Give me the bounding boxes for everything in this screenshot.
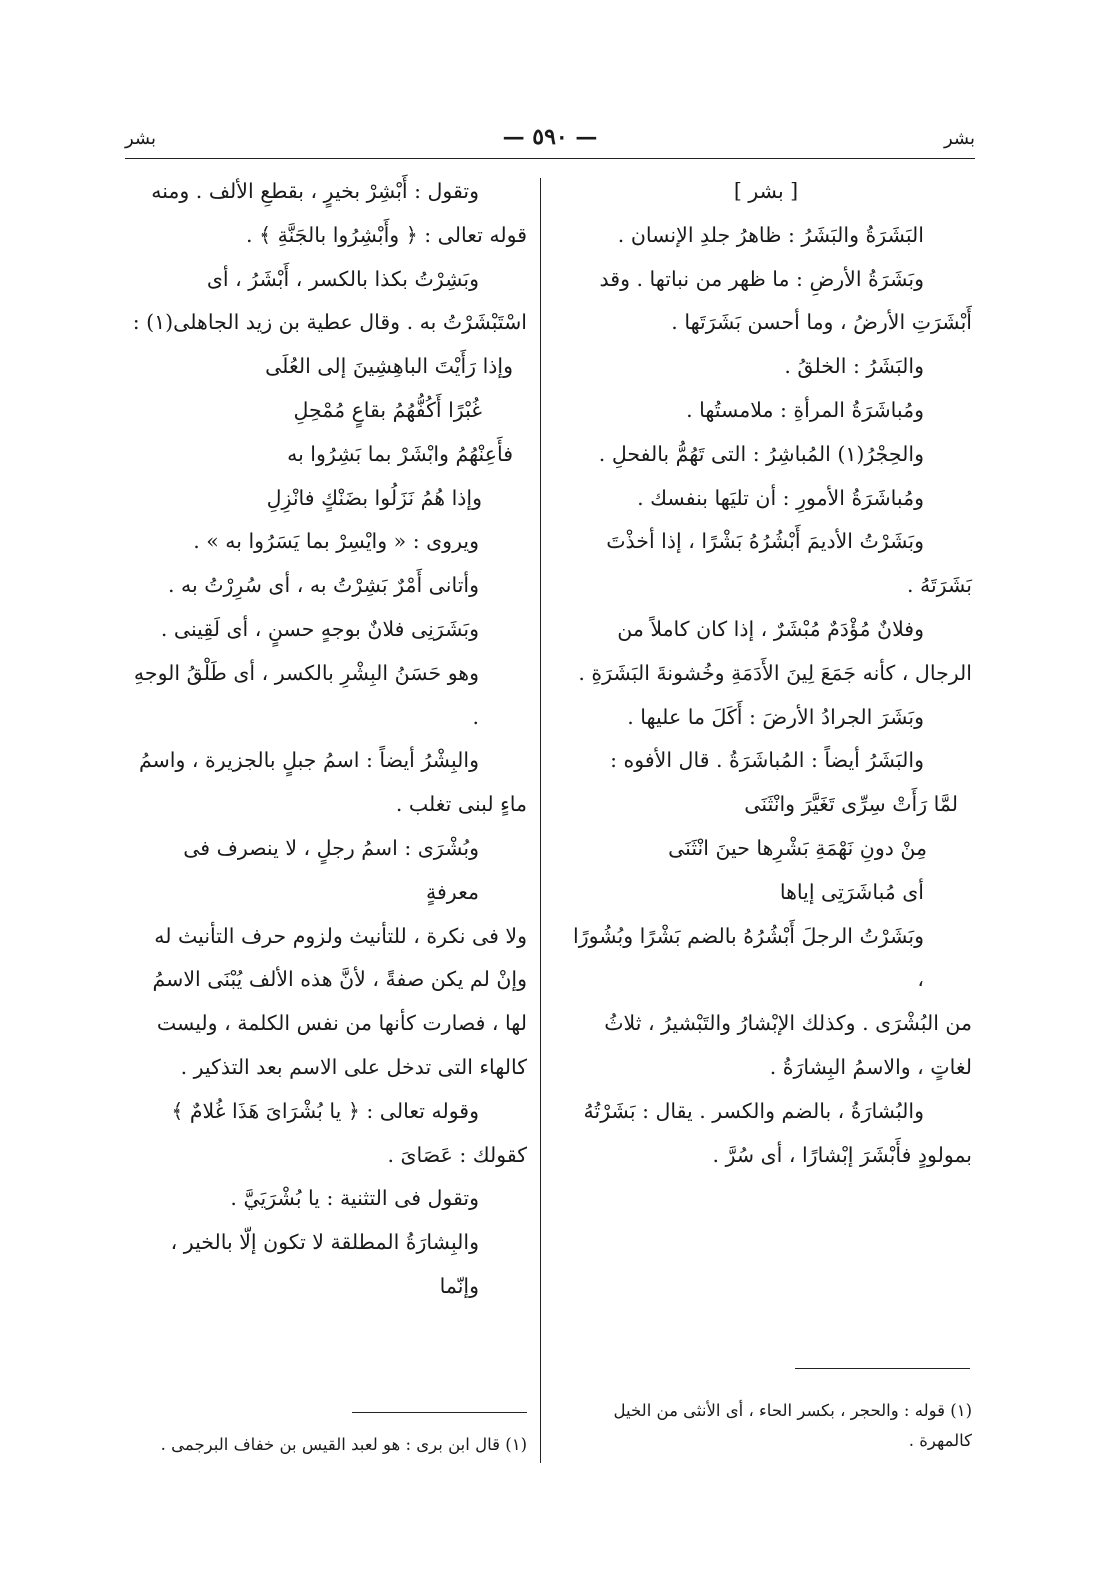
text-line: البَشَرَةُ والبَشَرُ : ظاهرُ جلدِ الإنسان . — [617, 222, 924, 247]
text-line: لغاتٍ ، والاسمُ البِشارَةُ . — [769, 1054, 972, 1079]
text-line: وهو حَسَنُ البِشْرِ بالكسر ، أى طَلْقُ الوجهِ . — [133, 660, 479, 729]
text-line: والبِشارَةُ المطلقة لا تكون إلّا بالخير ، وإنّما — [170, 1230, 479, 1298]
text-line: وبَشَرَةُ الأرضِ : ما ظهر من نباتها . وقد — [599, 266, 924, 291]
text-line: أَبْشَرَتِ الأرضُ ، وما أحسن بَشَرَتَها . — [671, 310, 972, 335]
poem-line: فأَعِنْهُمُ وابْشَرْ بما بَشِرُوا به — [287, 441, 513, 466]
text-line: وقوله تعالى : ﴿ يا بُشْرَاىَ هَذَا غُلامٌ ﴾ — [171, 1098, 479, 1123]
text-line: وتقول فى التثنية : يا بُشْرَيَيَّ . — [230, 1186, 479, 1211]
footnote-rule-right — [795, 1368, 970, 1369]
text-line: كالهاء التى تدخل على الاسم بعد التذكير . — [180, 1054, 527, 1079]
text-line: ومُباشَرَةُ الأمورِ : أن تليَها بنفسك . — [637, 485, 924, 510]
text-line: بمولودٍ فأَبْشَرَ إبْشارًا ، أى سُرَّ . — [712, 1142, 972, 1167]
page-number: — ٥٩٠ — — [502, 124, 598, 150]
header-rule — [125, 158, 975, 159]
text-line: وفلانٌ مُؤْدَمٌ مُبْشَرٌ ، إذا كان كاملاً من — [617, 616, 924, 641]
text-line: والحِجْرُ(١) المُباشِرُ : التى تَهُمُّ بالفحلِ . — [598, 441, 924, 466]
text-line: وبُشْرَى : اسمُ رجلٍ ، لا ينصرف فى معرفةٍ — [183, 835, 479, 904]
text-line: كقولك : عَصَاىَ . — [387, 1142, 527, 1167]
text-line: وإنْ لم يكن صفةً ، لأنَّ هذه الألف يُبْنَى الاسمُ — [152, 967, 527, 992]
text-line: والبَشَرُ : الخلقُ . — [784, 354, 924, 379]
poem-line: لمَّا رَأَتْ سِرِّى تَغَيَّرَ وانْثَنَى — [744, 792, 958, 817]
text-line: لها ، فصارت كأنها من نفس الكلمة ، وليست — [156, 1011, 527, 1036]
poem-line: وإذا هُمُ نَزَلُوا بضَنْكٍ فانْزِلِ — [266, 485, 482, 510]
text-line: ومُباشَرَةُ المرأةِ : ملامستُها . — [686, 397, 924, 422]
text-line: ولا فى نكرة ، للتأنيث ولزوم حرف التأنيث له — [154, 923, 527, 948]
footnote-rule-left — [352, 1412, 527, 1413]
left-column — [125, 170, 527, 1309]
footnote-right — [560, 1396, 972, 1456]
header-root-right: بشر — [944, 128, 975, 149]
header-root-left: بشر — [125, 128, 156, 149]
text-line: والبُشارَةُ ، بالضم والكسر . يقال : بَشَرْتُهُ — [583, 1098, 924, 1123]
footnote-left: (١) قال ابن برى : هو لعبد القيس بن خفاف البرجمى . — [160, 1435, 527, 1454]
poem-line: غُبْرًا أَكُفُّهُمُ بقاعٍ مُمْحِلِ — [293, 397, 482, 422]
text-line: ويروى : « وايْسِرْ بما يَسَرُوا به » . — [193, 529, 479, 554]
text-line: وبَشَرْتُ الأديمَ أَبْشُرُهُ بَشْرًا ، إذا أخذْتَ — [606, 529, 924, 554]
text-line: أى مُباشَرَتِى إياها — [779, 879, 924, 904]
text-line: وأتانى أَمْرٌ بَشِرْتُ به ، أى سُرِرْتُ به . — [167, 573, 479, 598]
text-line: الرجال ، كأنه جَمَعَ لِينَ الأَدَمَةِ وخُشونةَ البَشَرَةِ . — [578, 660, 972, 685]
column-divider — [540, 178, 541, 1463]
right-column — [560, 170, 972, 1177]
text-line: والبَشَرُ أيضاً : المُباشَرَةُ . قال الأفوه : — [610, 748, 924, 773]
text-line: وبَشِرْتُ بكذا بالكسر ، أَبْشَرُ ، أى — [206, 266, 479, 291]
footnote-line: (١) قوله : والحجر ، بكسر الحاء ، أى الأنثى من الخيل — [613, 1401, 972, 1420]
text-line: قوله تعالى : ﴿ وأَبْشِرُوا بالجَنَّةِ ﴾ . — [246, 222, 527, 247]
text-line: وبَشَرَ الجرادُ الأرضَ : أَكَلَ ما عليها . — [627, 704, 924, 729]
text-line: والبِشْرُ أيضاً : اسمُ جبلٍ بالجزيرة ، واسمُ — [138, 748, 479, 773]
poem-line: مِنْ دونِ نَهْمَةِ بَشْرِها حينَ انْثَنَى — [668, 835, 927, 860]
text-line: من البُشْرَى . وكذلك الإبْشارُ والتَبْشيرُ ، ثلاثُ — [604, 1011, 972, 1036]
entry-heading: [ بشر ] — [733, 179, 799, 203]
text-line: وبَشَرَنِى فلانٌ بوجهٍ حسنٍ ، أى لَقِينى . — [160, 616, 479, 641]
text-line: ماءٍ لبنى تغلب . — [395, 792, 527, 817]
poem-line: وإذا رَأَيْتَ الباهِشِينَ إلى العُلَى — [265, 354, 513, 379]
text-line: اسْتَبْشَرْتُ به . وقال عطية بن زيد الجاهلى(١) : — [132, 310, 527, 335]
text-line: وتقول : أَبْشِرْ بخيرٍ ، بقطعِ الألف . ومنه — [151, 179, 479, 203]
text-line: وبَشَرْتُ الرجلَ أَبْشُرُهُ بالضم بَشْرًا وبُشُورًا ، — [573, 923, 924, 992]
page-header — [125, 124, 975, 162]
footnote-line: كالمهرة . — [908, 1431, 972, 1450]
text-line: بَشَرَتَهُ . — [906, 573, 972, 598]
